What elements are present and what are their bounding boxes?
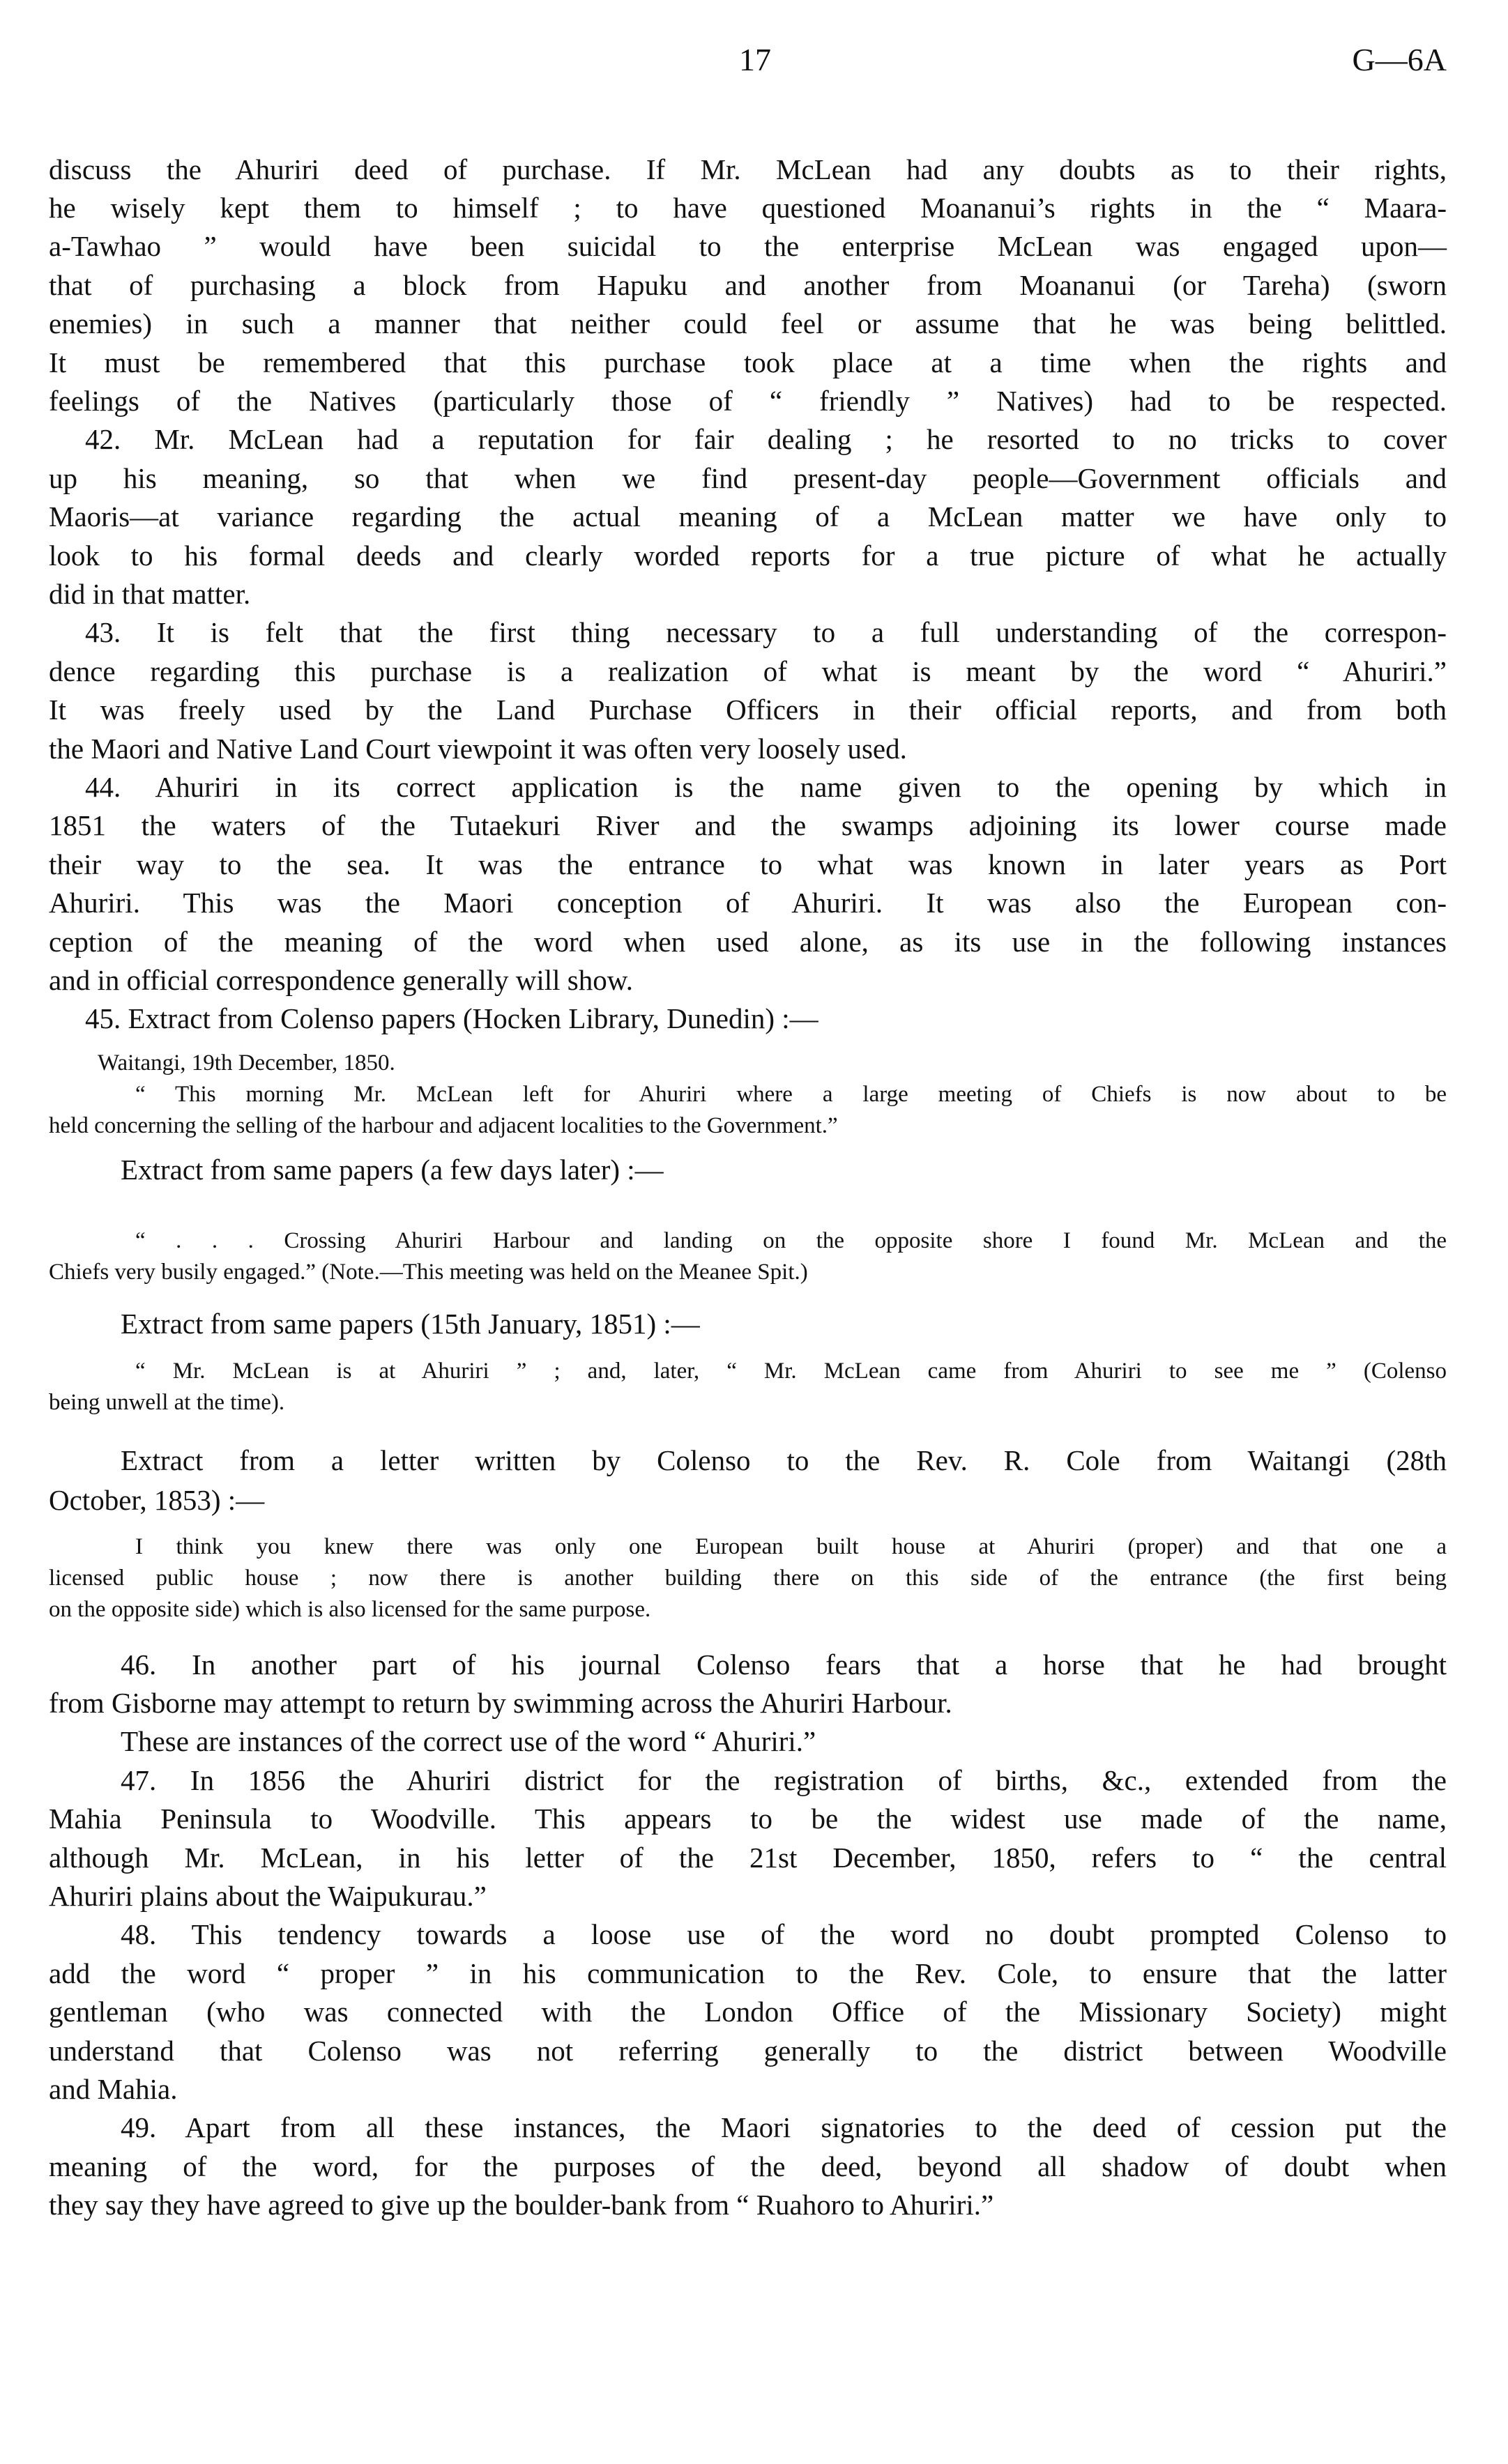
text-line: and Mahia.	[49, 2072, 178, 2105]
quoted-text-line: I think you knew there was only one European built house at Ahuriri (proper) and that one a	[135, 1534, 1447, 1559]
text-line: 49. Apart from all these instances, the Maori signatories to the deed of cession put the	[121, 2111, 1447, 2144]
text-line: It was freely used by the Land Purchase Officers in their official reports, and from both	[49, 694, 1447, 726]
text-line: 45. Extract from Colenso papers (Hocken Library, Dunedin) :—	[85, 1002, 818, 1035]
text-line: ception of the meaning of the word when used alone, as its use in the following instances	[49, 925, 1447, 958]
text-line: Extract from same papers (15th January, 1851) :—	[121, 1307, 700, 1340]
quoted-text-line: being unwell at the time).	[49, 1390, 285, 1415]
text-line: Ahuriri. This was the Maori conception of Ahuriri. It was also the European con-	[49, 887, 1447, 919]
text-line: their way to the sea. It was the entrance to what was known in later years as Port	[49, 848, 1447, 880]
text-line: meaning of the word, for the purposes of the deed, beyond all shadow of doubt when	[49, 2150, 1447, 2182]
text-line: understand that Colenso was not referring generally to the district between Woodville	[49, 2034, 1447, 2067]
text-line: and in official correspondence generally will show.	[49, 963, 633, 996]
text-line: a-Tawhao ” would have been suicidal to the enterprise McLean was engaged upon—	[49, 230, 1447, 263]
text-line: Extract from same papers (a few days later) :—	[121, 1153, 664, 1186]
text-line: 43. It is felt that the first thing necessary to a full understanding of the correspon-	[85, 616, 1447, 649]
text-line: they say they have agreed to give up the boulder-bank from “ Ruahoro to Ahuriri.”	[49, 2189, 994, 2221]
page-number: 17	[739, 42, 771, 77]
text-line: 42. Mr. McLean had a reputation for fair dealing ; he resorted to no tricks to cover	[85, 423, 1447, 456]
text-line: the Maori and Native Land Court viewpoint it was often very loosely used.	[49, 732, 907, 765]
text-line: Extract from a letter written by Colenso to the Rev. R. Cole from Waitangi (28th	[121, 1444, 1447, 1476]
text-line: although Mr. McLean, in his letter of the 21st December, 1850, refers to “ the central	[49, 1841, 1447, 1874]
text-line: dence regarding this purchase is a realization of what is meant by the word “ Ahuriri.”	[49, 655, 1447, 687]
quoted-text-line: “ Mr. McLean is at Ahuriri ” ; and, later, “ Mr. McLean came from Ahuriri to see me ” (Colenso	[135, 1359, 1447, 1384]
text-line: It must be remembered that this purchase took place at a time when the rights and	[49, 346, 1447, 378]
text-line: 46. In another part of his journal Colenso fears that a horse that he had brought	[121, 1648, 1447, 1681]
text-line: 47. In 1856 the Ahuriri district for the registration of births, &c., extended from the	[121, 1763, 1447, 1796]
text-line: October, 1853) :—	[49, 1483, 265, 1516]
text-line: add the word “ proper ” in his communication to the Rev. Cole, to ensure that the latter	[49, 1957, 1447, 1989]
quoted-text-line: on the opposite side) which is also licensed for the same purpose.	[49, 1597, 651, 1622]
text-line: feelings of the Natives (particularly those of “ friendly ” Natives) had to be respected.	[49, 384, 1447, 417]
quoted-text-line: “ This morning Mr. McLean left for Ahuriri where a large meeting of Chiefs is now about to be	[135, 1082, 1447, 1107]
document-code: G—6A	[1352, 42, 1447, 77]
text-line: 1851 the waters of the Tutaekuri River and the swamps adjoining its lower course made	[49, 809, 1447, 842]
text-line: Ahuriri plains about the Waipukurau.”	[49, 1879, 487, 1912]
text-line: from Gisborne may attempt to return by swimming across the Ahuriri Harbour.	[49, 1686, 952, 1719]
quoted-text-line: Waitangi, 19th December, 1850.	[98, 1050, 395, 1076]
quoted-text-line: “ . . . Crossing Ahuriri Harbour and landing on the opposite shore I found Mr. McLean and the	[135, 1228, 1447, 1253]
text-line: These are instances of the correct use of the word “ Ahuriri.”	[121, 1725, 816, 1758]
text-line: Maoris—at variance regarding the actual meaning of a McLean matter we have only to	[49, 500, 1447, 533]
text-line: did in that matter.	[49, 577, 251, 610]
quoted-text-line: Chiefs very busily engaged.” (Note.—This meeting was held on the Meanee Spit.)	[49, 1260, 808, 1285]
text-line: 48. This tendency towards a loose use of the word no doubt prompted Colenso to	[121, 1918, 1447, 1951]
quoted-text-line: held concerning the selling of the harbour and adjacent localities to the Government.”	[49, 1113, 838, 1138]
text-line: look to his formal deeds and clearly worded reports for a true picture of what he actually	[49, 539, 1447, 572]
text-line: 44. Ahuriri in its correct application is the name given to the opening by which in	[85, 770, 1447, 803]
text-line: gentleman (who was connected with the London Office of the Missionary Society) might	[49, 1996, 1447, 2028]
text-line: he wisely kept them to himself ; to have questioned Moananui’s rights in the “ Maara-	[49, 191, 1447, 224]
text-line: that of purchasing a block from Hapuku and another from Moananui (or Tareha) (sworn	[49, 268, 1447, 301]
text-line: discuss the Ahuriri deed of purchase. If Mr. McLean had any doubts as to their rights,	[49, 153, 1447, 185]
text-line: enemies) in such a manner that neither could feel or assume that he was being belittled.	[49, 307, 1447, 340]
quoted-text-line: licensed public house ; now there is another building there on this side of the entrance (the first being	[49, 1566, 1447, 1591]
text-line: up his meaning, so that when we find present-day people—Government officials and	[49, 461, 1447, 494]
text-line: Mahia Peninsula to Woodville. This appears to be the widest use made of the name,	[49, 1803, 1447, 1835]
